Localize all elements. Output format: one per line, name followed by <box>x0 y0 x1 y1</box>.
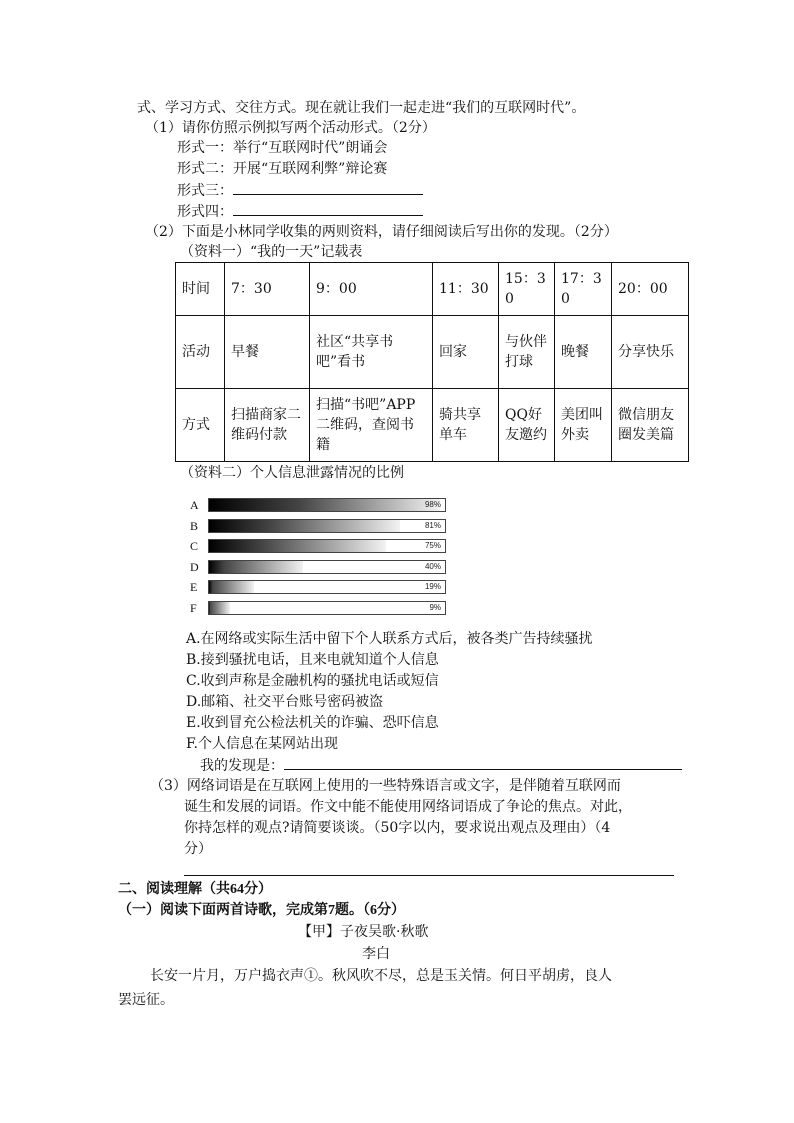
poem-line-1: 长安一片月，万户捣衣声①。秋风吹不尽，总是玉关情。何日平胡虏，良人 <box>150 968 612 984</box>
bar-row-c <box>186 537 466 555</box>
q2-prompt: （2）下面是小林同学收集的两则资料，请仔细阅读后写出你的发现。（2分） <box>145 224 618 240</box>
bar-track <box>208 539 446 553</box>
legend-item-d: D.邮箱、社交平台账号密码被盗 <box>186 694 384 710</box>
form-4 <box>177 201 423 222</box>
section2-title: 二、阅读理解（共64分） <box>118 882 272 897</box>
material2-title: （资料二）个人信息泄露情况的比例 <box>180 465 404 481</box>
bar-value-label: 40% <box>424 561 441 571</box>
form-2: 形式二：开展“互联网利弊”辩论赛 <box>177 161 388 177</box>
table-cell: 7：30 <box>225 263 310 316</box>
bar-value-label: 75% <box>424 541 441 550</box>
table-cell: 美团叫外卖 <box>555 389 612 462</box>
bar-row-d <box>186 558 466 576</box>
poem-title: 【甲】子夜吴歌·秋歌 <box>298 924 429 940</box>
bar-track <box>208 560 446 574</box>
bar-track <box>208 498 446 512</box>
table-cell: 与伙伴打球 <box>499 316 555 389</box>
q3-line-3: 你持怎样的观点?请简要谈谈。（50字以内，要求说出观点及理由）（4 <box>184 820 611 836</box>
bar-category-label: D <box>190 559 199 574</box>
table-cell: 9：00 <box>310 263 433 316</box>
bar-category-label: A <box>190 498 199 512</box>
legend-item-b: B.接到骚扰电话，且来电就知道个人信息 <box>186 652 439 668</box>
bar-value-label: 98% <box>424 500 441 509</box>
table-row-time <box>176 263 689 316</box>
bar-row-f <box>186 599 466 617</box>
table-cell: 早餐 <box>225 316 310 389</box>
bar <box>209 520 400 532</box>
bar-row-e <box>186 578 466 596</box>
bar <box>209 561 303 573</box>
table-cell: 17：30 <box>555 263 612 316</box>
bar-row-b <box>186 517 466 535</box>
bar-category-label: F <box>190 600 197 615</box>
bar-track <box>208 601 446 615</box>
form-3-answer-blank[interactable] <box>233 180 423 195</box>
finding-answer-blank[interactable] <box>284 755 682 770</box>
form-3-label: 形式三： <box>177 183 233 199</box>
bar-value-label: 81% <box>424 520 441 530</box>
poem-author: 李白 <box>362 946 390 962</box>
material1-title: （资料一）“我的一天”记载表 <box>180 244 363 260</box>
finding-label: 我的发现是： <box>200 758 284 774</box>
table-cell: 扫描商家二维码付款 <box>225 389 310 462</box>
bar-value-label: 9% <box>429 602 441 612</box>
bar-category-label: B <box>190 518 199 533</box>
bar <box>209 581 254 593</box>
q3-answer-line[interactable] <box>184 875 674 876</box>
bar <box>209 540 386 552</box>
table-row-activity <box>176 316 689 389</box>
table-row-method <box>176 389 689 462</box>
table-cell: 社区“共享书吧”看书 <box>310 316 433 389</box>
table-cell: QQ好友邀约 <box>499 389 555 462</box>
form-1: 形式一：举行“互联网时代”朗诵会 <box>177 140 388 156</box>
table-cell: 活动 <box>176 316 225 389</box>
q3-line-2: 诞生和发展的词语。作文中能不能使用网络词语成了争论的焦点。对此， <box>184 799 632 815</box>
section2-subtitle: （一）阅读下面两首诗歌，完成第7题。（6分） <box>118 903 405 918</box>
table-cell: 骑共享单车 <box>433 389 499 462</box>
q1-prompt: （1）请你仿照示例拟写两个活动形式。（2分） <box>145 120 436 136</box>
table-cell: 20：00 <box>612 263 689 316</box>
bar <box>209 499 440 511</box>
table-cell: 方式 <box>176 389 225 462</box>
table-cell: 时间 <box>176 263 225 316</box>
form-3 <box>177 180 423 201</box>
table-cell: 回家 <box>433 316 499 389</box>
form-4-label: 形式四： <box>177 204 233 220</box>
table-cell: 扫描“书吧”APP二维码，查阅书籍 <box>310 389 433 462</box>
bar-category-label: C <box>190 539 199 553</box>
finding-row <box>200 755 682 776</box>
legend-item-f: F.个人信息在某网站出现 <box>186 736 338 752</box>
legend-item-e: E.收到冒充公检法机关的诈骗、恐吓信息 <box>186 715 439 731</box>
legend-item-a: A.在网络或实际生活中留下个人联系方式后，被各类广告持续骚扰 <box>186 631 593 647</box>
legend-item-c: C.收到声称是金融机构的骚扰电话或短信 <box>186 673 439 689</box>
bar-track <box>208 580 446 594</box>
table-cell: 15：30 <box>499 263 555 316</box>
table-cell: 晚餐 <box>555 316 612 389</box>
intro-line: 式、学习方式、交往方式。现在就让我们一起走进“我们的互联网时代”。 <box>137 100 586 116</box>
table-cell: 微信朋友圈发美篇 <box>612 389 689 462</box>
bar <box>209 602 230 614</box>
q3-line-4: 分） <box>184 841 212 857</box>
leak-ratio-bar-chart <box>186 496 466 621</box>
q3-line-1: （3）网络词语是在互联网上使用的一些特殊语言或文字，是伴随着互联网而 <box>150 778 621 794</box>
day-record-table <box>175 262 689 462</box>
form-4-answer-blank[interactable] <box>233 201 423 216</box>
bar-category-label: E <box>190 580 198 594</box>
bar-track <box>208 519 446 533</box>
bar-row-a <box>186 496 466 514</box>
bar-value-label: 19% <box>424 582 441 591</box>
table-cell: 分享快乐 <box>612 316 689 389</box>
poem-line-2: 罢远征。 <box>118 992 174 1008</box>
table-cell: 11：30 <box>433 263 499 316</box>
